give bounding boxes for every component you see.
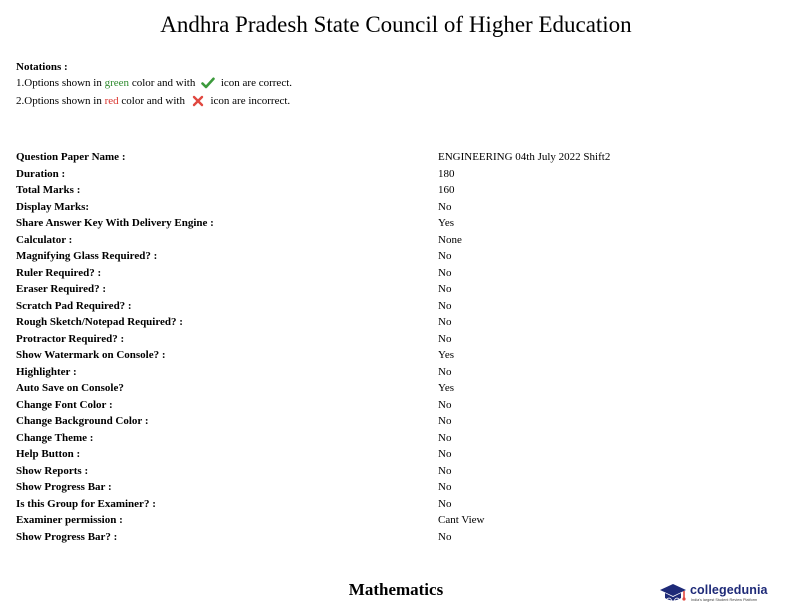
detail-value: 180 [438,167,455,180]
detail-row [16,380,756,397]
detail-value: No [438,332,452,345]
detail-row [16,512,756,529]
notations-section [16,60,292,110]
detail-value: 160 [438,184,455,196]
detail-row [16,199,756,216]
detail-row [16,182,756,199]
detail-label: Examiner permission : [16,514,123,526]
detail-label: Show Watermark on Console? : [16,349,166,361]
detail-label: Rough Sketch/Notepad Required? : [16,316,183,328]
detail-row [16,314,756,331]
detail-label: Display Marks: [16,200,90,213]
detail-row [16,298,756,315]
detail-row [16,413,756,430]
detail-value: Yes [438,349,455,361]
detail-label: Change Background Color : [16,415,149,427]
detail-value: Yes [438,382,455,394]
detail-value: Cant View [438,514,485,526]
detail-label: Calculator : [16,233,73,246]
detail-label: Protractor Required? : [16,332,125,345]
section-title: Mathematics [348,580,444,599]
cross-icon [191,95,205,107]
detail-label: Auto Save on Console? [16,382,124,394]
notation-color-word: green [104,77,130,89]
detail-value: No [438,431,452,444]
detail-label: Highlighter : [16,365,77,378]
detail-value: No [438,464,452,477]
notation-text: color and with [129,77,199,89]
detail-label: Eraser Required? : [16,283,107,295]
detail-row [16,265,756,282]
notation-text: 1.Options shown in [16,77,105,89]
detail-label: Show Reports : [16,464,89,477]
detail-value: No [438,481,452,493]
detail-value: No [438,316,452,328]
detail-row [16,430,756,447]
check-icon [201,77,215,89]
notation-text: icon are correct. [218,77,293,89]
detail-row [16,331,756,348]
detail-label: Question Paper Name : [16,151,126,163]
detail-label: Change Font Color : [16,398,113,411]
graduation-cap-icon [658,582,688,606]
detail-label: Help Button : [16,448,81,460]
notation-text: color and with [118,95,188,107]
detail-value: No [438,283,452,295]
detail-row [16,347,756,364]
paper-details-table [16,149,756,545]
detail-label: Is this Group for Examiner? : [16,497,156,510]
detail-row [16,529,756,546]
detail-row [16,479,756,496]
detail-row [16,149,756,166]
notations-heading: Notations : [16,61,68,73]
detail-value: No [438,530,452,543]
detail-label: Share Answer Key With Delivery Engine : [16,217,214,229]
detail-value: Yes [438,217,455,229]
notation-incorrect [16,92,292,110]
detail-value: No [438,415,452,427]
notation-text: 2.Options shown in [16,95,105,107]
detail-label: Total Marks : [16,184,81,196]
detail-value: No [438,250,452,262]
notation-text: icon are incorrect. [207,95,291,107]
detail-row [16,166,756,183]
detail-row [16,232,756,249]
detail-label: Show Progress Bar : [16,481,112,493]
detail-value: No [438,299,452,312]
notation-color-word: red [104,95,119,107]
detail-value: No [438,448,452,460]
detail-value: No [438,365,452,378]
detail-value: No [438,398,452,411]
detail-row [16,364,756,381]
detail-value: None [438,233,462,246]
detail-value: No [438,497,452,510]
logo-tagline: India's largest Student Review Platform [691,598,758,602]
detail-value: No [438,266,452,279]
detail-label: Duration : [16,167,66,180]
page-title: Andhra Pradesh State Council of Higher Education [160,12,632,37]
detail-row [16,496,756,513]
detail-label: Scratch Pad Required? : [16,299,132,312]
detail-label: Magnifying Glass Required? : [16,250,158,262]
detail-label: Ruler Required? : [16,266,102,279]
detail-row [16,397,756,414]
detail-label: Show Progress Bar? : [16,530,118,543]
detail-row [16,215,756,232]
detail-value: No [438,200,452,213]
detail-row [16,446,756,463]
detail-value: ENGINEERING 04th July 2022 Shift2 [438,151,611,163]
notation-correct [16,74,292,92]
logo-wordmark: collegedunia [690,583,768,597]
detail-row [16,248,756,265]
detail-row [16,463,756,480]
detail-label: Change Theme : [16,431,94,444]
detail-row [16,281,756,298]
collegedunia-logo [658,580,784,608]
